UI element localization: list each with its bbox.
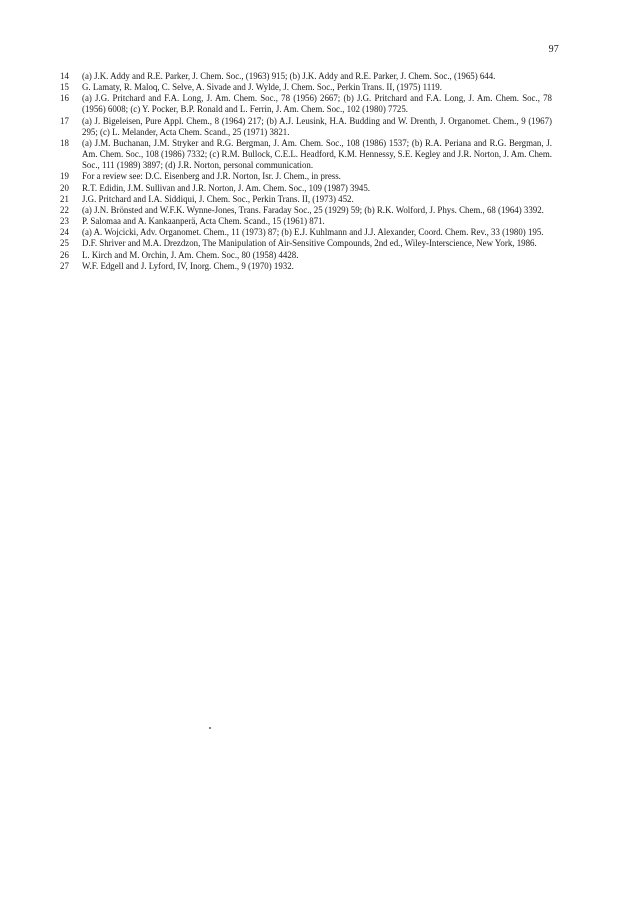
- reference-item: [60, 71, 552, 82]
- reference-text: J.G. Pritchard and I.A. Siddiqui, J. Chem. Soc., Perkin Trans. II, (1973) 452.: [82, 193, 354, 204]
- reference-number: 14: [60, 71, 69, 81]
- reference-text: D.F. Shriver and M.A. Drezdzon, The Manipulation of Air-Sensitive Compounds, 2nd ed., Wiley-Interscience, New York, 1986.: [82, 238, 537, 249]
- reference-text: (a) J.G. Pritchard and F.A. Long, J. Am. Chem. Soc., 78 (1956) 2667; (b) J.G. Pritchard and F.A. Long, J. Am. Chem. Soc., 78 (1956) 6008; (c) Y. Pocker, B.P. Ronald and L. Ferrin, J. Am. Chem. Soc., 102 (1980) 7725.: [82, 93, 552, 115]
- reference-text: W.F. Edgell and J. Lyford, IV, Inorg. Chem., 9 (1970) 1932.: [82, 260, 294, 271]
- reference-item: [60, 183, 552, 194]
- reference-number: 16: [60, 93, 69, 104]
- reference-text: (a) J.M. Buchanan, J.M. Stryker and R.G. Bergman, J. Am. Chem. Soc., 108 (1986) 1537; (b) R.A. Periana and R.G. Bergman, J. Am. Chem. Soc., 108 (1986) 7332; (c) R.M. Bullock, C.E.L. Headford, K.M. Hennessy, S.E. Kegley and J.R. Norton, J. Am. Chem. Soc., 111 (1989) 3897; (d) J.R. Norton, personal communication.: [82, 137, 552, 171]
- reference-text: (a) J.K. Addy and R.E. Parker, J. Chem. Soc., (1963) 915; (b) J.K. Addy and R.E. Parker, J. Chem. Soc., (1965) 644.: [82, 71, 496, 81]
- reference-text: (a) A. Wojcicki, Adv. Organomet. Chem., 11 (1973) 87; (b) E.J. Kuhlmann and J.J. Alexander, Coord. Chem. Rev., 33 (1980) 195.: [82, 227, 544, 238]
- reference-item: [60, 205, 552, 216]
- reference-list: [60, 71, 552, 272]
- reference-text: R.T. Edidin, J.M. Sullivan and J.R. Norton, J. Am. Chem. Soc., 109 (1987) 3945.: [82, 182, 371, 193]
- reference-item: [60, 116, 552, 138]
- reference-item: [60, 171, 552, 182]
- reference-number: 26: [60, 249, 69, 260]
- reference-number: 25: [60, 238, 69, 249]
- reference-number: 27: [60, 260, 69, 271]
- reference-item: [60, 138, 552, 171]
- reference-text: G. Lamaty, R. Maloq, C. Selve, A. Sivade and J. Wylde, J. Chem. Soc., Perkin Trans. II, (1975) 1119.: [82, 82, 442, 93]
- reference-number: 15: [60, 82, 69, 93]
- stray-mark: [209, 727, 211, 729]
- reference-number: 23: [60, 216, 69, 227]
- reference-number: 18: [60, 137, 69, 148]
- reference-item: [60, 93, 552, 115]
- reference-text: (a) J. Bigeleisen, Pure Appl. Chem., 8 (1964) 217; (b) A.J. Leusink, H.A. Budding and W. Drenth, J. Organomet. Chem., 9 (1967) 295; (c) L. Melander, Acta Chem. Scand., 25 (1971) 3821.: [82, 115, 552, 137]
- reference-number: 24: [60, 227, 69, 238]
- reference-number: 21: [60, 193, 69, 204]
- reference-number: 22: [60, 204, 69, 215]
- reference-item: [60, 227, 552, 238]
- reference-item: [60, 194, 552, 205]
- reference-text: For a review see: D.C. Eisenberg and J.R. Norton, Isr. J. Chem., in press.: [82, 171, 341, 182]
- reference-item: [60, 82, 552, 93]
- reference-text: P. Salomaa and A. Kankaanperä, Acta Chem. Scand., 15 (1961) 871.: [82, 216, 325, 227]
- reference-item: [60, 261, 552, 272]
- reference-text: (a) J.N. Brönsted and W.F.K. Wynne-Jones, Trans. Faraday Soc., 25 (1929) 59; (b) R.K. Wolford, J. Phys. Chem., 68 (1964) 3392.: [82, 204, 544, 215]
- reference-number: 17: [60, 115, 69, 126]
- reference-item: [60, 216, 552, 227]
- reference-item: [60, 250, 552, 261]
- reference-item: [60, 238, 552, 249]
- reference-text: L. Kirch and M. Orchin, J. Am. Chem. Soc., 80 (1958) 4428.: [82, 249, 299, 260]
- page-number: 97: [548, 44, 559, 55]
- reference-number: 20: [60, 182, 69, 193]
- reference-number: 19: [60, 171, 69, 182]
